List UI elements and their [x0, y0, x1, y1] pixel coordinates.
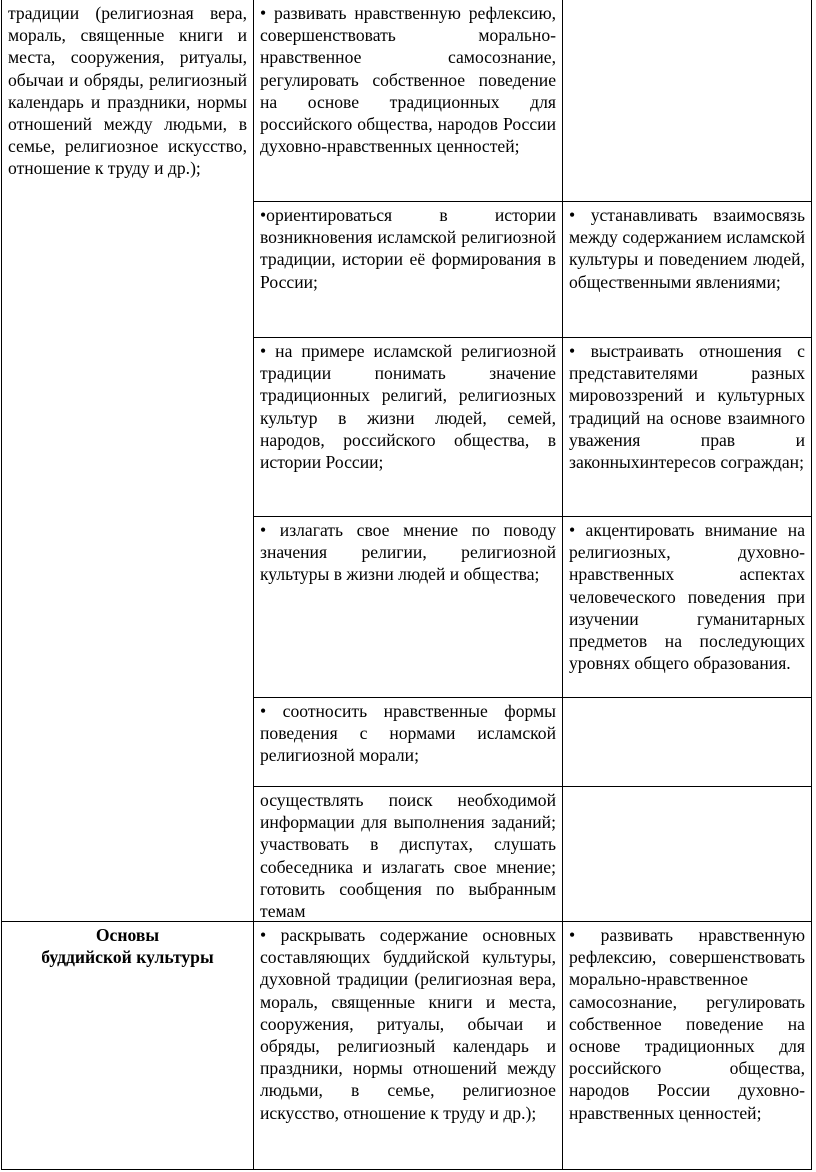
table-border-bottom: [1, 1169, 812, 1170]
cell-text: осуществлять поиск необходимой информации для выполнения заданий; участвовать в диспутах, слушать собеседника и излагать свое мнение; готовить сообщения по выбранным темам: [260, 790, 556, 922]
table-cell-r7-c2: [254, 922, 562, 1124]
section-heading-line: буддийской культуры: [41, 947, 214, 968]
table-cell-r3-c2: [254, 338, 562, 473]
table-cell-r6-c3: [563, 787, 811, 789]
cell-text: традиции (религиозная вера, мораль, священные книги и места, сооружения, ритуалы, обычаи и обряды, религиозный календарь и праздники, нормы отношений между людьми, в семье, религиозное искусство, отношение к труду и др.);: [8, 3, 247, 179]
cell-text: • развивать нравственную рефлексию, совершенствовать морально-нравственное самосознание, регулировать собственное поведение на основе традиционных для российского общества, народов России духовно-нравственных ценностей;: [569, 925, 805, 1123]
cell-text: • на примере исламской религиозной традиции понимать значение традиционных религий, религиозных культур в жизни людей, семей, народов, российского общества, в истории России;: [260, 341, 556, 473]
table-cell-r7-c3: [563, 922, 811, 1124]
cell-text: • раскрывать содержание основных составляющих буддийской культуры, духовной традиции (религиозная вера, мораль, священные книги и места, сооружения, ритуалы, обычаи и обряды, религиозный календарь и праздники, нормы отношений между людьми, в семье, религиозное искусство, отношение к труду и др.);: [260, 925, 556, 1123]
table-cell-r2-c2: [254, 202, 562, 293]
table-cell-r7-c1: [2, 922, 253, 968]
cell-text: • устанавливать взаимосвязь между содержанием исламской культуры и поведением людей, общественными явлениями;: [569, 205, 805, 292]
table-cell-r1-c3: [563, 0, 811, 2]
table-cell-r1-c2: [254, 0, 562, 157]
cell-text: • соотносить нравственные формы поведения с нормами исламской религиозной морали;: [260, 701, 556, 766]
cell-text: • развивать нравственную рефлексию, совершенствовать морально-нравственное самосознание, регулировать собственное поведение на основе традиционных для российского общества, народов России духовно-нравственных ценностей;: [260, 3, 556, 157]
table-cell-r5-c2: [254, 698, 562, 767]
table-border-right: [811, 0, 812, 1170]
table-cell-r6-c2: [254, 787, 562, 922]
cell-text: • выстраивать отношения с представителями разных мировоззрений и культурных традиций на основе взаимного уважения прав и законныхинтересов сограждан;: [569, 341, 805, 473]
cell-text: • излагать свое мнение по поводу значения религии, религиозной культуры в жизни людей и общества;: [260, 520, 556, 585]
cell-text: • акцентировать внимание на религиозных, духовно-нравственных аспектах человеческого поведения при изучении гуманитарных предметов на последующих уровнях общего образования.: [569, 520, 805, 674]
table-cell-r1-c1: [2, 0, 253, 180]
table-cell-r4-c3: [563, 517, 811, 674]
table-cell-r3-c3: [563, 338, 811, 473]
table-cell-r5-c3: [563, 698, 811, 700]
section-heading-line: Основы: [95, 925, 160, 945]
table-cell-r4-c2: [254, 517, 562, 586]
table-cell-r2-c3: [563, 202, 811, 293]
cell-text: •ориентироваться в истории возникновения исламской религиозной традиции, истории её формирования в России;: [260, 205, 556, 292]
